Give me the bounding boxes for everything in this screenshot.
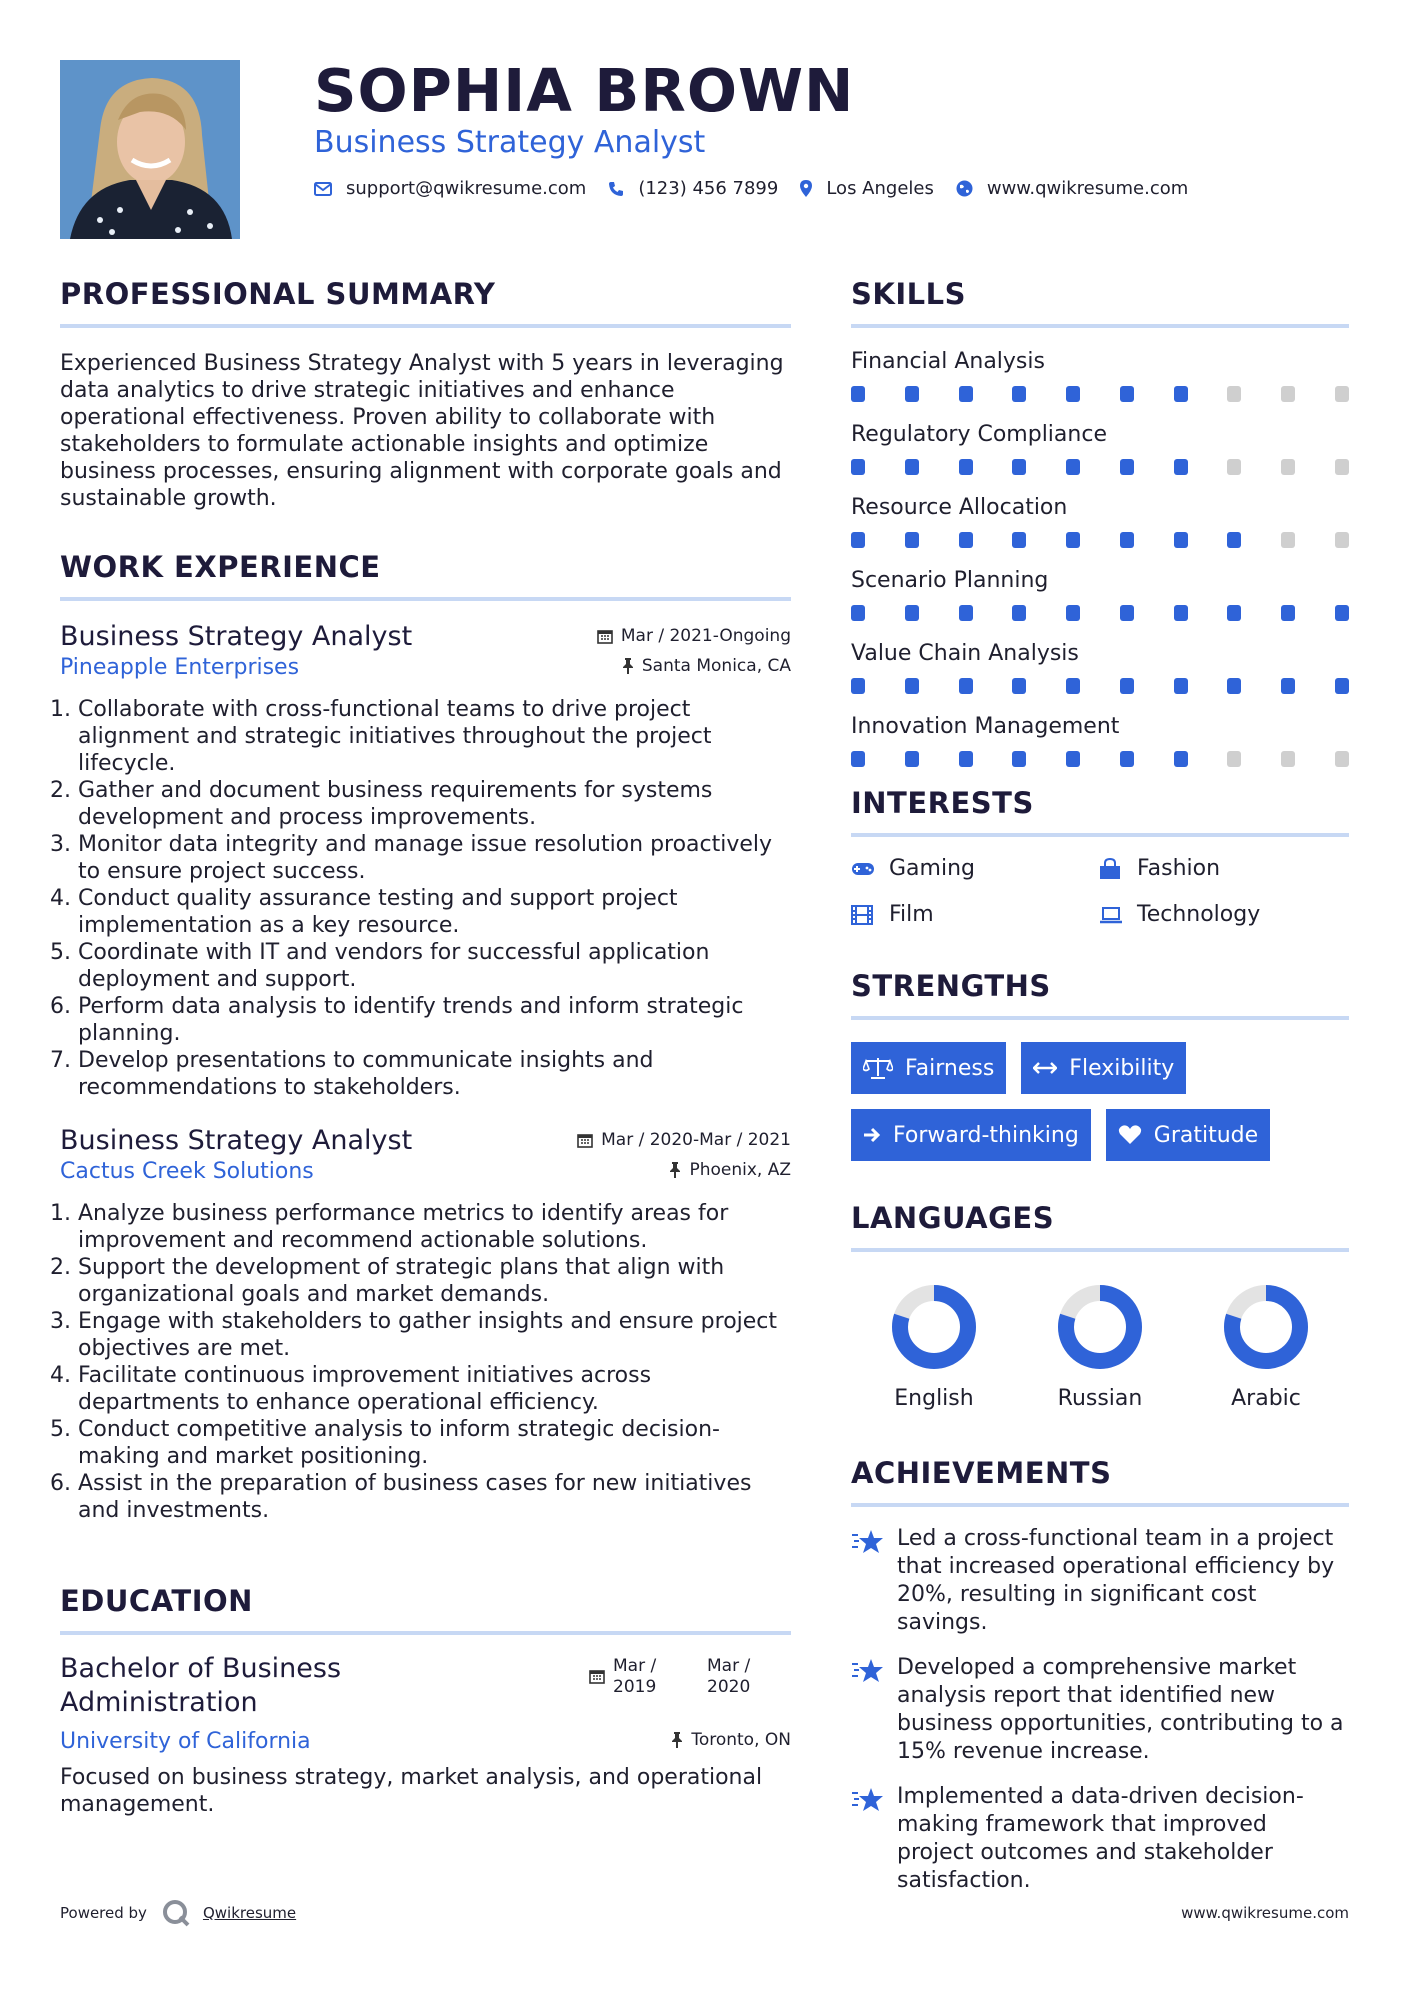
section-divider bbox=[851, 1016, 1349, 1020]
skill-dot-filled bbox=[1012, 605, 1026, 621]
skill-dot-empty bbox=[1227, 459, 1241, 475]
skill-dot-filled bbox=[851, 605, 865, 621]
interest-item bbox=[1099, 855, 1349, 883]
job-dates bbox=[577, 1130, 791, 1150]
calendar-icon bbox=[597, 628, 613, 644]
list-item: 3. Engage with stakeholders to gather insights and ensure project objectives are met. bbox=[50, 1309, 778, 1361]
responsibility-list bbox=[50, 1200, 791, 1524]
languages-heading: LANGUAGES bbox=[851, 1201, 1055, 1235]
skill-dot-filled bbox=[1012, 459, 1026, 475]
skill-dot-empty bbox=[1281, 459, 1295, 475]
strengths-heading: STRENGTHS bbox=[851, 969, 1051, 1003]
list-item: 4. Conduct quality assurance testing and support project implementation as a key resource. bbox=[50, 886, 678, 938]
interests-list bbox=[851, 855, 1349, 929]
skill-rating bbox=[851, 605, 1349, 621]
candidate-title: Business Strategy Analyst bbox=[314, 125, 706, 160]
skill-dot-filled bbox=[959, 678, 973, 694]
skill-dot-filled bbox=[1174, 678, 1188, 694]
skill-dot-filled bbox=[1227, 678, 1241, 694]
strength-tag bbox=[1106, 1109, 1270, 1161]
calendar-icon bbox=[589, 1668, 605, 1684]
job-dates-text: Mar / 2021-Ongoing bbox=[620, 626, 791, 646]
skill-dot-filled bbox=[1066, 751, 1080, 767]
skill-dot-filled bbox=[905, 605, 919, 621]
calendar-icon bbox=[577, 1132, 593, 1148]
skill-dot-empty bbox=[1227, 386, 1241, 402]
skill-dot-filled bbox=[851, 532, 865, 548]
strength-tag bbox=[1021, 1042, 1186, 1094]
education-heading: EDUCATION bbox=[60, 1584, 253, 1618]
interest-item bbox=[851, 855, 1099, 883]
skill-dot-empty bbox=[1281, 532, 1295, 548]
language-item bbox=[1183, 1282, 1349, 1411]
skill-dot-filled bbox=[1174, 605, 1188, 621]
achievements-list bbox=[851, 1525, 1349, 1895]
achievements-heading: ACHIEVEMENTS bbox=[851, 1456, 1112, 1490]
section-divider bbox=[851, 1503, 1349, 1507]
skill-dot-filled bbox=[851, 678, 865, 694]
achievement-text: Developed a comprehensive market analysis report that identified new business opportunities, contributing to a 15% revenue increase. bbox=[897, 1655, 1344, 1764]
skill-dot-filled bbox=[1281, 605, 1295, 621]
shopping-bag-icon bbox=[1099, 858, 1125, 880]
skill-dot-filled bbox=[1174, 751, 1188, 767]
skill-dot-filled bbox=[1066, 678, 1080, 694]
summary-heading: PROFESSIONAL SUMMARY bbox=[60, 277, 496, 311]
degree-title: Bachelor of Business Administration bbox=[60, 1653, 342, 1718]
achievement-text: Led a cross-functional team in a project that increased operational efficiency by 20%, resulting in significant cost savings. bbox=[897, 1526, 1335, 1635]
skill-rating bbox=[851, 678, 1349, 694]
summary-text: Experienced Business Strategy Analyst with 5 years in leveraging data analytics to drive strategic initiatives and enhance operational effectiveness. Proven ability to collaborate with stakeholders to formulate actionable insights and optimize business processes, ensuring alignment with corporate goals and sustainable growth. bbox=[60, 351, 784, 511]
education-location-text: Toronto, ON bbox=[691, 1730, 791, 1750]
skill-name: Innovation Management bbox=[851, 714, 1120, 739]
strengths-list bbox=[851, 1042, 1349, 1176]
job-location-text: Santa Monica, CA bbox=[641, 656, 791, 676]
job-title: Business Strategy Analyst bbox=[60, 621, 413, 652]
right-column bbox=[851, 277, 1349, 1912]
skill-name: Regulatory Compliance bbox=[851, 422, 1107, 447]
skill-dot-filled bbox=[1120, 532, 1134, 548]
company-name[interactable]: Pineapple Enterprises bbox=[60, 655, 300, 680]
job-title: Business Strategy Analyst bbox=[60, 1125, 413, 1156]
skill-dot-filled bbox=[905, 386, 919, 402]
skill-dot-filled bbox=[1174, 386, 1188, 402]
list-item: 5. Conduct competitive analysis to inform strategic decision-making and market positioning. bbox=[50, 1417, 720, 1469]
skill-dot-filled bbox=[905, 459, 919, 475]
list-item: 2. Support the development of strategic plans that align with organizational goals and market demands. bbox=[50, 1255, 725, 1307]
school-name[interactable]: University of California bbox=[60, 1729, 311, 1754]
strength-tag bbox=[851, 1042, 1006, 1094]
language-label: English bbox=[894, 1386, 974, 1411]
skill-dot-filled bbox=[905, 751, 919, 767]
skill-dot-filled bbox=[905, 532, 919, 548]
skill-dot-empty bbox=[1281, 751, 1295, 767]
language-donut bbox=[889, 1282, 979, 1372]
interest-label: Technology bbox=[1137, 902, 1261, 927]
skill-dot-filled bbox=[1227, 532, 1241, 548]
language-label: Arabic bbox=[1231, 1386, 1301, 1411]
email-link[interactable]: support@qwikresume.com bbox=[346, 178, 587, 199]
job-dates bbox=[597, 626, 791, 646]
job-entry bbox=[50, 1124, 791, 1524]
job-location bbox=[622, 656, 791, 676]
job-entry bbox=[50, 620, 791, 1101]
strength-label: Gratitude bbox=[1153, 1122, 1259, 1148]
education-entry bbox=[60, 1652, 791, 1818]
interests-heading: INTERESTS bbox=[851, 786, 1034, 820]
skill-name: Resource Allocation bbox=[851, 495, 1068, 520]
qwikresume-link[interactable]: Qwikresume bbox=[202, 1904, 297, 1922]
candidate-name: SOPHIA BROWN bbox=[314, 56, 855, 125]
website-link[interactable]: www.qwikresume.com bbox=[986, 178, 1189, 199]
skill-dot-filled bbox=[905, 678, 919, 694]
skill-rating bbox=[851, 459, 1349, 475]
list-item: 5. Coordinate with IT and vendors for successful application deployment and support. bbox=[50, 940, 710, 992]
skill-dot-filled bbox=[959, 386, 973, 402]
pushpin-icon bbox=[622, 658, 634, 674]
job-location bbox=[669, 1160, 791, 1180]
footer-branding bbox=[60, 1898, 296, 1928]
location-text: Los Angeles bbox=[826, 178, 934, 199]
skills-heading: SKILLS bbox=[851, 277, 966, 311]
heart-icon bbox=[1118, 1125, 1142, 1145]
strength-tag bbox=[851, 1109, 1091, 1161]
list-item: 7. Develop presentations to communicate insights and recommendations to stakeholders. bbox=[50, 1048, 654, 1100]
achievement-item bbox=[851, 1525, 1349, 1637]
skill-dot-filled bbox=[1335, 605, 1349, 621]
education-end: Mar / 2020 bbox=[707, 1656, 751, 1697]
strength-label: Fairness bbox=[905, 1055, 995, 1081]
skill-dot-filled bbox=[1012, 386, 1026, 402]
skill-dot-filled bbox=[959, 605, 973, 621]
globe-icon bbox=[956, 180, 973, 197]
skill-dot-filled bbox=[1227, 605, 1241, 621]
star-icon bbox=[851, 1525, 897, 1559]
skill-dot-empty bbox=[1227, 751, 1241, 767]
job-dates-text: Mar / 2020-Mar / 2021 bbox=[601, 1130, 791, 1150]
interest-label: Gaming bbox=[889, 856, 975, 881]
section-divider bbox=[851, 1248, 1349, 1252]
achievement-item bbox=[851, 1783, 1349, 1895]
balance-scale-icon bbox=[863, 1057, 893, 1079]
skill-dot-empty bbox=[1335, 386, 1349, 402]
arrow-right-icon bbox=[863, 1127, 881, 1143]
skill-dot-filled bbox=[1120, 678, 1134, 694]
skill-dot-filled bbox=[1281, 678, 1295, 694]
language-donut bbox=[1221, 1282, 1311, 1372]
profile-photo bbox=[60, 60, 240, 239]
education-dates bbox=[589, 1656, 791, 1698]
list-item: 3. Monitor data integrity and manage issue resolution proactively to ensure project success. bbox=[50, 832, 773, 884]
experience-heading: WORK EXPERIENCE bbox=[60, 550, 381, 584]
footer-site-link[interactable]: www.qwikresume.com bbox=[1181, 1904, 1349, 1922]
skills-list bbox=[851, 348, 1349, 767]
skill-dot-filled bbox=[1012, 532, 1026, 548]
responsibility-list bbox=[50, 696, 791, 1101]
languages-list bbox=[851, 1282, 1349, 1411]
section-divider bbox=[60, 324, 791, 328]
language-label: Russian bbox=[1057, 1386, 1143, 1411]
pushpin-icon bbox=[671, 1732, 683, 1748]
skill-dot-filled bbox=[959, 751, 973, 767]
section-divider bbox=[851, 833, 1349, 837]
skill-dot-empty bbox=[1281, 386, 1295, 402]
pushpin-icon bbox=[669, 1162, 681, 1178]
skill-dot-filled bbox=[851, 386, 865, 402]
skill-dot-filled bbox=[1174, 459, 1188, 475]
envelope-icon bbox=[314, 182, 332, 196]
interest-item bbox=[1099, 901, 1349, 929]
skill-dot-filled bbox=[1012, 751, 1026, 767]
skill-dot-filled bbox=[1120, 386, 1134, 402]
skill-dot-empty bbox=[1335, 532, 1349, 548]
job-location-text: Phoenix, AZ bbox=[689, 1160, 791, 1180]
resume-header bbox=[314, 56, 1354, 199]
star-icon bbox=[851, 1783, 897, 1817]
list-item: 1. Collaborate with cross-functional teams to drive project alignment and strategic initiatives throughout the project lifecycle. bbox=[50, 697, 712, 776]
interest-item bbox=[851, 901, 1099, 929]
star-icon bbox=[851, 1654, 897, 1688]
list-item: 2. Gather and document business requirements for systems development and process improvements. bbox=[50, 778, 713, 830]
skill-dot-filled bbox=[851, 751, 865, 767]
skill-dot-filled bbox=[1120, 459, 1134, 475]
achievement-text: Implemented a data-driven decision-making framework that improved project outcomes and stakeholder satisfaction. bbox=[897, 1784, 1304, 1893]
skill-rating bbox=[851, 751, 1349, 767]
interest-label: Film bbox=[889, 902, 934, 927]
section-divider bbox=[851, 324, 1349, 328]
phone-icon bbox=[608, 181, 624, 197]
skill-name: Financial Analysis bbox=[851, 349, 1045, 374]
skill-dot-filled bbox=[959, 459, 973, 475]
language-item bbox=[851, 1282, 1017, 1411]
skill-dot-filled bbox=[1335, 678, 1349, 694]
list-item: 6. Assist in the preparation of business cases for new initiatives and investments. bbox=[50, 1471, 752, 1523]
skill-dot-filled bbox=[851, 459, 865, 475]
skill-dot-empty bbox=[1335, 751, 1349, 767]
list-item: 4. Facilitate continuous improvement initiatives across departments to enhance operational efficiency. bbox=[50, 1363, 652, 1415]
left-column bbox=[50, 277, 791, 1818]
gamepad-icon bbox=[851, 861, 877, 877]
contact-bar bbox=[314, 178, 1210, 199]
strength-label: Forward-thinking bbox=[893, 1122, 1079, 1148]
skill-dot-empty bbox=[1335, 459, 1349, 475]
interest-label: Fashion bbox=[1137, 856, 1221, 881]
skill-name: Scenario Planning bbox=[851, 568, 1049, 593]
skill-name: Value Chain Analysis bbox=[851, 641, 1079, 666]
skill-dot-filled bbox=[1066, 532, 1080, 548]
list-item: 6. Perform data analysis to identify trends and inform strategic planning. bbox=[50, 994, 744, 1046]
laptop-icon bbox=[1099, 906, 1125, 924]
skill-dot-filled bbox=[959, 532, 973, 548]
skill-dot-filled bbox=[1120, 605, 1134, 621]
achievement-item bbox=[851, 1654, 1349, 1766]
skill-dot-filled bbox=[1174, 532, 1188, 548]
powered-by-label: Powered by bbox=[60, 1904, 147, 1922]
skill-dot-filled bbox=[1066, 386, 1080, 402]
skill-dot-filled bbox=[1120, 751, 1134, 767]
strength-label: Flexibility bbox=[1069, 1055, 1175, 1081]
section-divider bbox=[60, 1631, 791, 1635]
skill-dot-filled bbox=[1066, 605, 1080, 621]
language-item bbox=[1017, 1282, 1183, 1411]
education-location bbox=[671, 1730, 791, 1750]
skill-rating bbox=[851, 386, 1349, 402]
phone-number[interactable]: (123) 456 7899 bbox=[638, 178, 779, 199]
skill-rating bbox=[851, 532, 1349, 548]
list-item: 1. Analyze business performance metrics to identify areas for improvement and recommend actionable solutions. bbox=[50, 1201, 729, 1253]
company-name[interactable]: Cactus Creek Solutions bbox=[60, 1159, 314, 1184]
education-description: Focused on business strategy, market analysis, and operational management. bbox=[60, 1765, 763, 1817]
section-divider bbox=[60, 597, 791, 601]
skill-dot-filled bbox=[1012, 678, 1026, 694]
map-pin-icon bbox=[800, 180, 812, 197]
education-start: Mar / 2019 bbox=[613, 1656, 657, 1697]
language-donut bbox=[1055, 1282, 1145, 1372]
film-icon bbox=[851, 905, 877, 925]
qwikresume-logo-icon bbox=[161, 1898, 191, 1928]
arrows-horizontal-icon bbox=[1033, 1061, 1057, 1075]
skill-dot-filled bbox=[1066, 459, 1080, 475]
